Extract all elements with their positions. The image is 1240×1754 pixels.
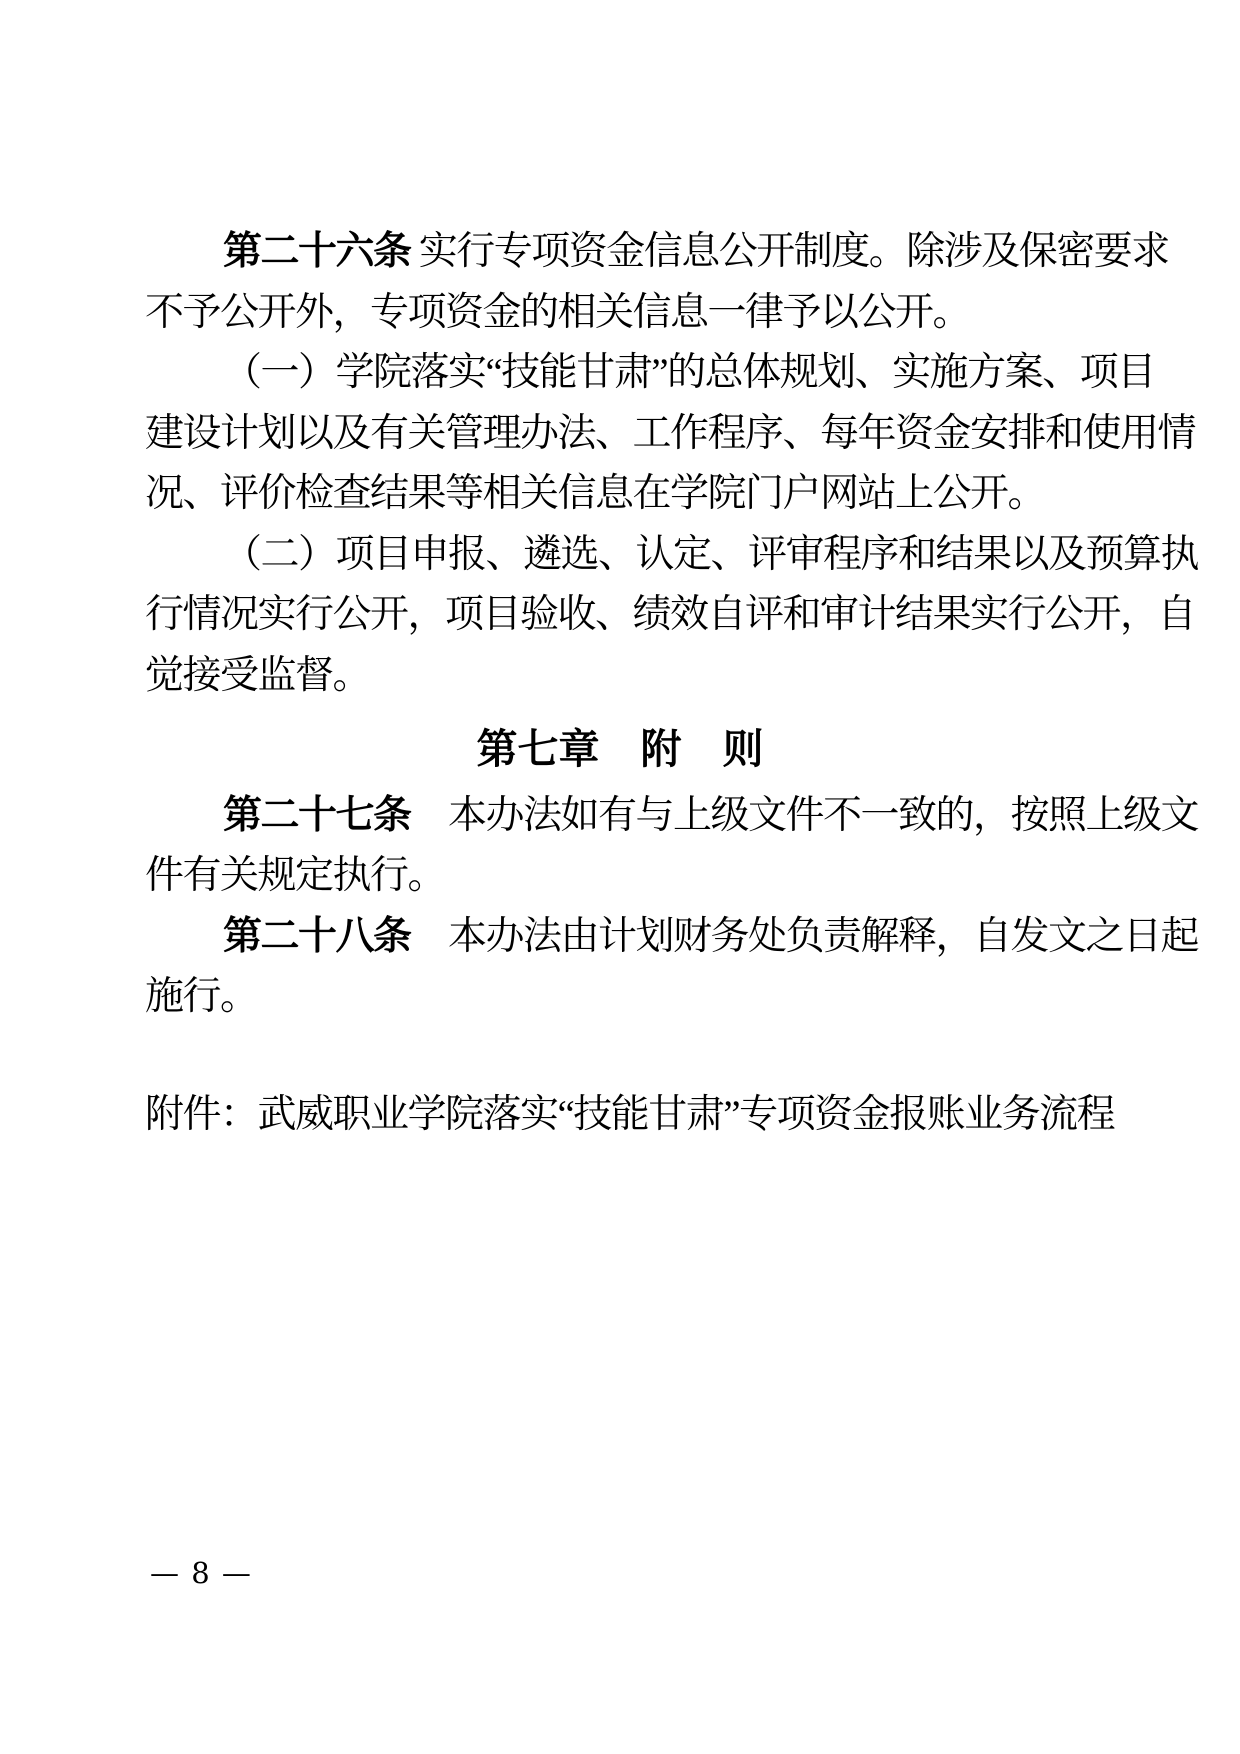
article-27-line-2: 件有关规定执行。 xyxy=(145,854,446,897)
article-28-line-1 xyxy=(145,907,1199,968)
item-1-line-3: 况、评价检查结果等相关信息在学院门户网站上公开。 xyxy=(145,472,1046,515)
item-2-line-1: （二）项目申报、遴选、认定、评审程序和结果以及预算执 xyxy=(223,532,1199,576)
document-body xyxy=(145,222,1199,1145)
item-1-line-1: （一）学院落实“技能甘肃”的总体规划、实施方案、项目 xyxy=(223,351,1155,394)
article-28-text-1: 本办法由计划财务处负责解释，自发文之日起 xyxy=(410,914,1199,958)
article-28-label: 第二十八条 xyxy=(223,914,411,958)
page-footer xyxy=(150,1556,252,1590)
article-26-label: 第二十六条 xyxy=(223,230,411,273)
article-26-line-1 xyxy=(145,222,1169,283)
item-1-line-2: 建设计划以及有关管理办法、工作程序、每年资金安排和使用情 xyxy=(145,411,1196,455)
chapter-7-heading: 第七章 附 则 xyxy=(476,726,764,772)
attachment-note: 附件：武威职业学院落实“技能甘肃”专项资金报账业务流程 xyxy=(145,1092,1115,1136)
article-27-text-1: 本办法如有与上级文件不一致的，按照上级文 xyxy=(410,793,1199,837)
article-26-text-1: 实行专项资金信息公开制度。除涉及保密要求 xyxy=(410,230,1169,273)
item-2-line-3: 觉接受监督。 xyxy=(145,653,371,697)
page-number: — 8 — xyxy=(150,1556,253,1590)
item-2-line-2: 行情况实行公开，项目验收、绩效自评和审计结果实行公开，自 xyxy=(145,593,1196,636)
article-28-line-2: 施行。 xyxy=(145,975,258,1018)
article-27-label: 第二十七条 xyxy=(223,793,411,837)
article-26-line-2: 不予公开外，专项资金的相关信息一律予以公开。 xyxy=(145,290,971,334)
article-27-line-1 xyxy=(145,786,1199,847)
